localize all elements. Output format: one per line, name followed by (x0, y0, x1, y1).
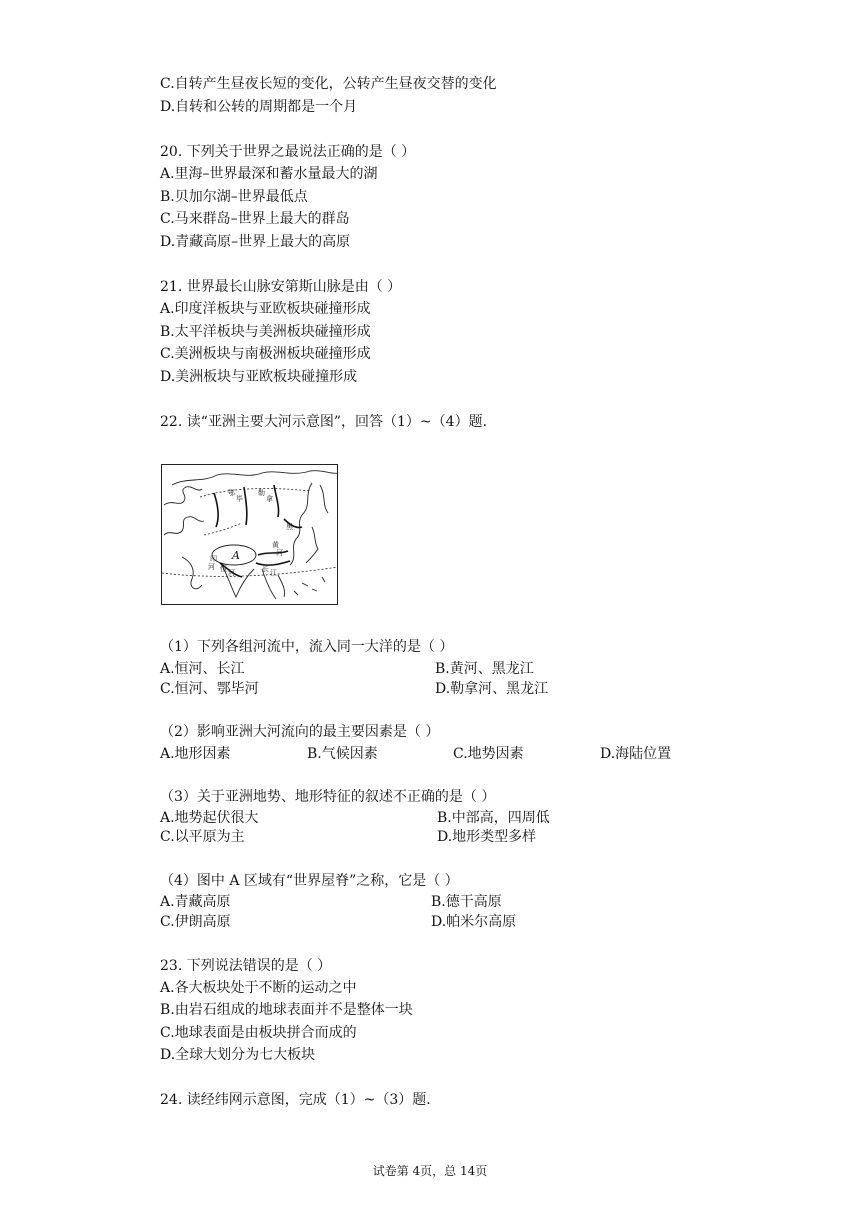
q22-sub3-stem: （3）关于亚洲地势、地形特征的叙述不正确的是（ ） (160, 789, 496, 805)
svg-text:印: 印 (210, 555, 217, 563)
q22-sub1-option-a: A.恒河、长江 (160, 661, 245, 677)
q22-sub1-option-d: D.勒拿河、黑龙江 (435, 681, 549, 697)
q22-sub1-option-b: B.黄河、黑龙江 (435, 661, 534, 677)
svg-text:拿: 拿 (266, 495, 273, 503)
svg-text:鄂: 鄂 (228, 489, 235, 497)
q22-sub4-option-b: B.德干高原 (431, 894, 502, 910)
q22-sub2-option-d: D.海陆位置 (600, 746, 672, 762)
q22-sub3-options-row1 (160, 808, 720, 828)
q22-sub4-stem: （4）图中 A 区域有“世界屋脊”之称，它是（ ） (160, 873, 459, 889)
q22-sub4-option-d: D.帕米尔高原 (431, 914, 517, 930)
svg-text:河: 河 (276, 549, 283, 557)
option-c-prev: C.自转产生昼夜长短的变化，公转产生昼夜交替的变化 (160, 76, 497, 92)
q23-option-a: A.各大板块处于不断的运动之中 (160, 980, 357, 996)
q22-sub1-option-c: C.恒河、鄂毕河 (160, 681, 259, 697)
svg-text:河: 河 (208, 563, 215, 571)
svg-text:长: 长 (262, 565, 269, 573)
asia-rivers-map-drawing (162, 465, 338, 605)
q21-option-a: A.印度洋板块与亚欧板块碰撞形成 (160, 301, 371, 317)
q22-sub1-stem: （1）下列各组河流中，流入同一大洋的是（ ） (160, 639, 454, 655)
q21-option-c: C.美洲板块与南极洲板块碰撞形成 (160, 346, 371, 362)
svg-text:勒: 勒 (258, 489, 265, 497)
question-22-stem: 22. 读“亚洲主要大河示意图”，回答（1）~（4）题. (160, 414, 488, 430)
map-region-label-a: A (232, 549, 240, 562)
question-23-stem: 23. 下列说法错误的是（ ） (160, 958, 332, 974)
question-24-stem: 24. 读经纬网示意图，完成（1）~（3）题. (160, 1092, 431, 1108)
q22-sub4-option-a: A.青藏高原 (160, 894, 231, 910)
option-d-prev: D.自转和公转的周期都是一个月 (160, 99, 358, 115)
q22-sub2-option-a: A.地形因素 (160, 746, 231, 762)
q22-sub4-options-row1 (160, 892, 720, 912)
q22-sub3-option-c: C.以平原为主 (160, 829, 245, 845)
page-footer: 试卷第 4页，总 14页 (372, 1164, 488, 1178)
q22-sub4-options-row2 (160, 912, 720, 932)
q22-sub4-option-c: C.伊朗高原 (160, 914, 231, 930)
svg-text:黄: 黄 (272, 541, 279, 549)
q23-option-c: C.地球表面是由板块拼合而成的 (160, 1025, 357, 1041)
asia-rivers-map (161, 464, 338, 605)
q22-sub2-option-c: C.地势因素 (453, 746, 524, 762)
question-21-stem: 21. 世界最长山脉安第斯山脉是由（ ） (160, 279, 402, 295)
svg-text:毕: 毕 (236, 495, 243, 503)
q20-option-c: C.马来群岛–世界上最大的群岛 (160, 211, 350, 227)
q22-sub1-options-row2 (160, 679, 720, 699)
q21-option-d: D.美洲板块与亚欧板块碰撞形成 (160, 369, 358, 385)
q22-sub2-option-b: B.气候因素 (307, 746, 378, 762)
q23-option-b: B.由岩石组成的地球表面并不是整体一块 (160, 1002, 413, 1018)
svg-text:河: 河 (228, 569, 235, 577)
svg-text:江: 江 (270, 569, 277, 577)
svg-text:黑: 黑 (286, 523, 293, 531)
q21-option-b: B.太平洋板块与美洲板块碰撞形成 (160, 324, 371, 340)
q22-sub2-options-row (160, 744, 720, 764)
q22-sub2-stem: （2）影响亚洲大河流向的最主要因素是（ ） (160, 724, 440, 740)
q22-sub1-options-row1 (160, 659, 720, 679)
q20-option-d: D.青藏高原–世界上最大的高原 (160, 234, 351, 250)
q22-sub3-option-a: A.地势起伏很大 (160, 810, 259, 826)
q22-sub3-options-row2 (160, 827, 720, 847)
q20-option-b: B.贝加尔湖–世界最低点 (160, 189, 308, 205)
q23-option-d: D.全球大划分为七大板块 (160, 1047, 316, 1063)
q22-sub3-option-b: B.中部高，四周低 (437, 810, 550, 826)
q20-option-a: A.里海–世界最深和蓄水量最大的湖 (160, 166, 378, 182)
question-20-stem: 20. 下列关于世界之最说法正确的是（ ） (160, 144, 416, 160)
q22-sub3-option-d: D.地形类型多样 (437, 829, 537, 845)
svg-text:恒: 恒 (220, 565, 227, 573)
